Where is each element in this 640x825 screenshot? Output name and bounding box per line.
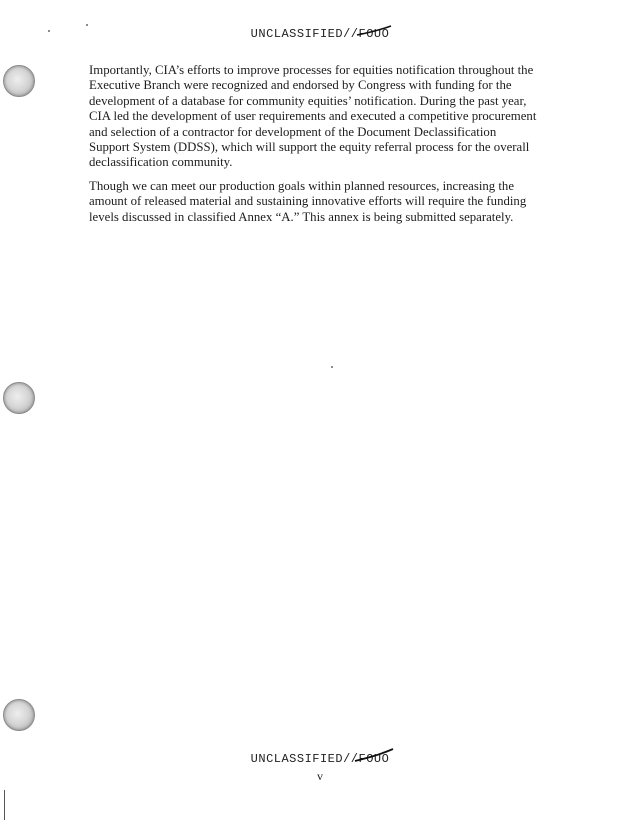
paragraph-funding-levels: Though we can meet our production goals within planned resources, increasing the amount of released material and sustaining innovative efforts will require the funding levels discussed in classified Annex “A.” This annex is being submitted separately. bbox=[89, 178, 527, 224]
marking-prefix: UNCLASSIFIED// bbox=[250, 27, 359, 41]
punch-hole-bottom bbox=[3, 699, 35, 731]
struck-caveat-text: FOUO bbox=[358, 752, 390, 766]
punch-hole-top bbox=[3, 65, 35, 97]
strikethrough-mark bbox=[355, 748, 395, 768]
scan-edge-mark bbox=[4, 790, 5, 820]
strikethrough-mark bbox=[355, 23, 395, 43]
page-number: v bbox=[317, 769, 323, 783]
punch-hole-middle bbox=[3, 382, 35, 414]
body-text bbox=[89, 63, 537, 233]
classification-marking-footer bbox=[0, 752, 640, 766]
scan-speck bbox=[331, 366, 333, 368]
struck-caveat-text: FOUO bbox=[358, 27, 390, 41]
struck-caveat bbox=[359, 752, 390, 766]
paragraph-equities-notification: Importantly, CIA’s efforts to improve processes for equities notification throughout the Executive Branch were recognized and endorsed by Congress with funding for the development of a database for community equities’ notification. During the past year, CIA led the development of user requirements and executed a competitive procurement and selection of a contractor for development of the Document Declassification Support System (DDSS), which will support the equity referral process for the overall declassification community. bbox=[89, 63, 537, 170]
classification-marking-header bbox=[0, 27, 640, 41]
scan-speck bbox=[86, 24, 88, 26]
marking-prefix: UNCLASSIFIED// bbox=[250, 752, 359, 766]
struck-caveat bbox=[359, 27, 390, 41]
